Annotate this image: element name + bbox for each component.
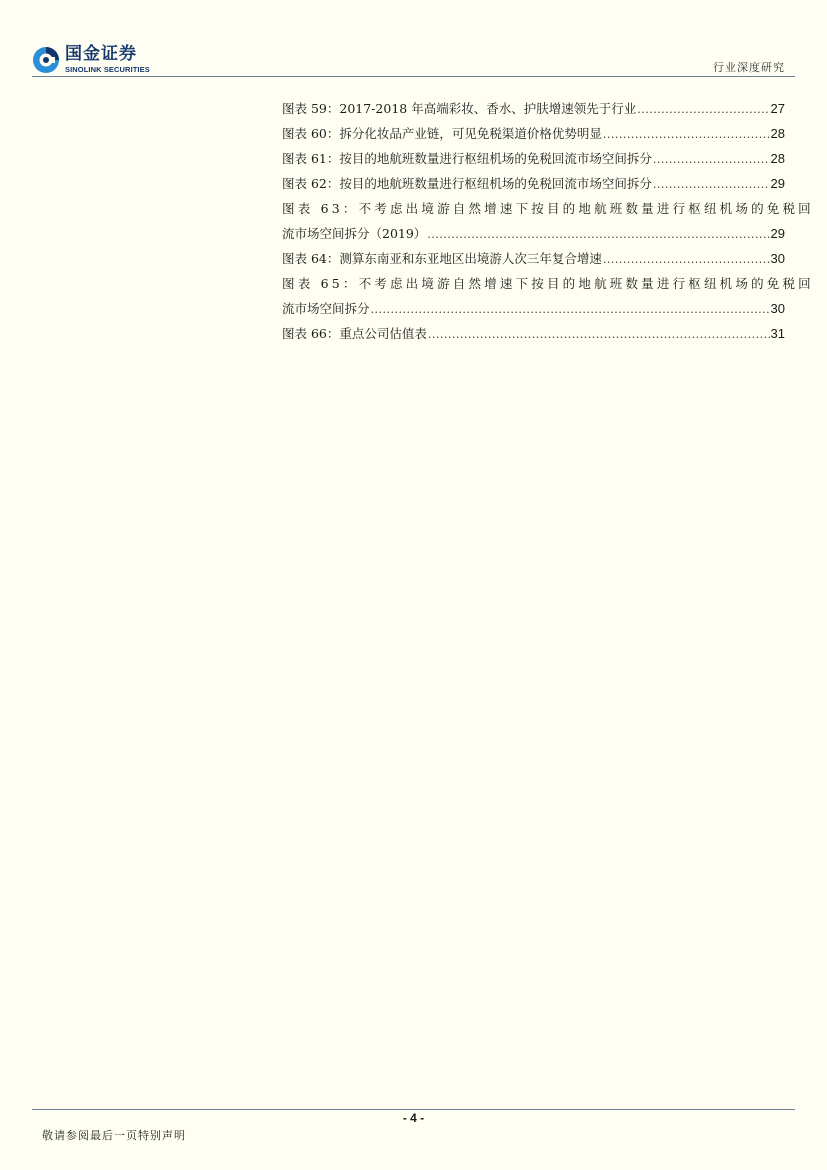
toc-entry-title: 图表 59：2017-2018 年高端彩妆、香水、护肤增速领先于行业 (282, 101, 637, 116)
toc-entry-62[interactable] (282, 171, 785, 196)
toc-entry-page: 28 (770, 151, 785, 166)
dot-leader (637, 97, 769, 122)
toc-entry-title-line2: 流市场空间拆分（2019） (282, 226, 427, 241)
toc-entry-60[interactable] (282, 121, 785, 146)
toc-entry-title: 图表 60：拆分化妆品产业链，可见免税渠道价格优势明显 (282, 126, 602, 141)
disclaimer-text: 敬请参阅最后一页特别声明 (42, 1129, 186, 1142)
dot-leader (371, 297, 770, 322)
toc-entry-title: 图表 66：重点公司估值表 (282, 326, 427, 341)
header-divider (32, 76, 795, 77)
dot-leader (603, 122, 770, 147)
toc-entry-59[interactable] (282, 96, 785, 121)
toc-entry-64[interactable] (282, 246, 785, 271)
toc-entry-title: 图表 62：按目的地航班数量进行枢纽机场的免税回流市场空间拆分 (282, 176, 652, 191)
toc-entry-61[interactable] (282, 146, 785, 171)
logo-english-name: SINOLINK SECURITIES (65, 65, 150, 75)
company-logo (32, 46, 150, 74)
sinolink-logo-icon (32, 46, 60, 74)
toc-entry-page: 29 (770, 226, 785, 241)
page-header (0, 0, 827, 80)
toc-entry-65-line2[interactable] (282, 296, 785, 321)
toc-entry-page: 30 (770, 301, 785, 316)
toc-entry-page: 31 (770, 326, 785, 341)
toc-entry-page: 28 (770, 126, 785, 141)
toc-entry-title: 图表 61：按目的地航班数量进行枢纽机场的免税回流市场空间拆分 (282, 151, 652, 166)
dot-leader (428, 322, 770, 347)
toc-entry-page: 29 (770, 176, 785, 191)
toc-entry-title-line1: 图表 65：不考虑出境游自然增速下按目的地航班数量进行枢纽机场的免税回 (282, 276, 814, 291)
report-type-label: 行业深度研究 (713, 61, 785, 74)
toc-entry-63-line1[interactable] (282, 196, 814, 221)
toc-entry-63-line2[interactable] (282, 221, 785, 246)
page-number: - 4 - (402, 1111, 425, 1125)
dot-leader (427, 222, 769, 247)
toc-entry-page: 27 (770, 101, 785, 116)
toc-entry-page: 30 (770, 251, 785, 266)
footer-divider (32, 1109, 795, 1110)
toc-entry-65-line1[interactable] (282, 271, 814, 296)
dot-leader (653, 147, 770, 172)
toc-entry-66[interactable] (282, 321, 785, 346)
dot-leader (603, 247, 770, 272)
toc-entry-title-line1: 图表 63：不考虑出境游自然增速下按目的地航班数量进行枢纽机场的免税回 (282, 201, 814, 216)
logo-chinese-name: 国金证券 (65, 44, 137, 65)
toc-entry-title-line2: 流市场空间拆分 (282, 301, 370, 316)
table-of-figures (282, 96, 814, 346)
dot-leader (653, 172, 770, 197)
toc-entry-title: 图表 64：测算东南亚和东亚地区出境游人次三年复合增速 (282, 251, 602, 266)
